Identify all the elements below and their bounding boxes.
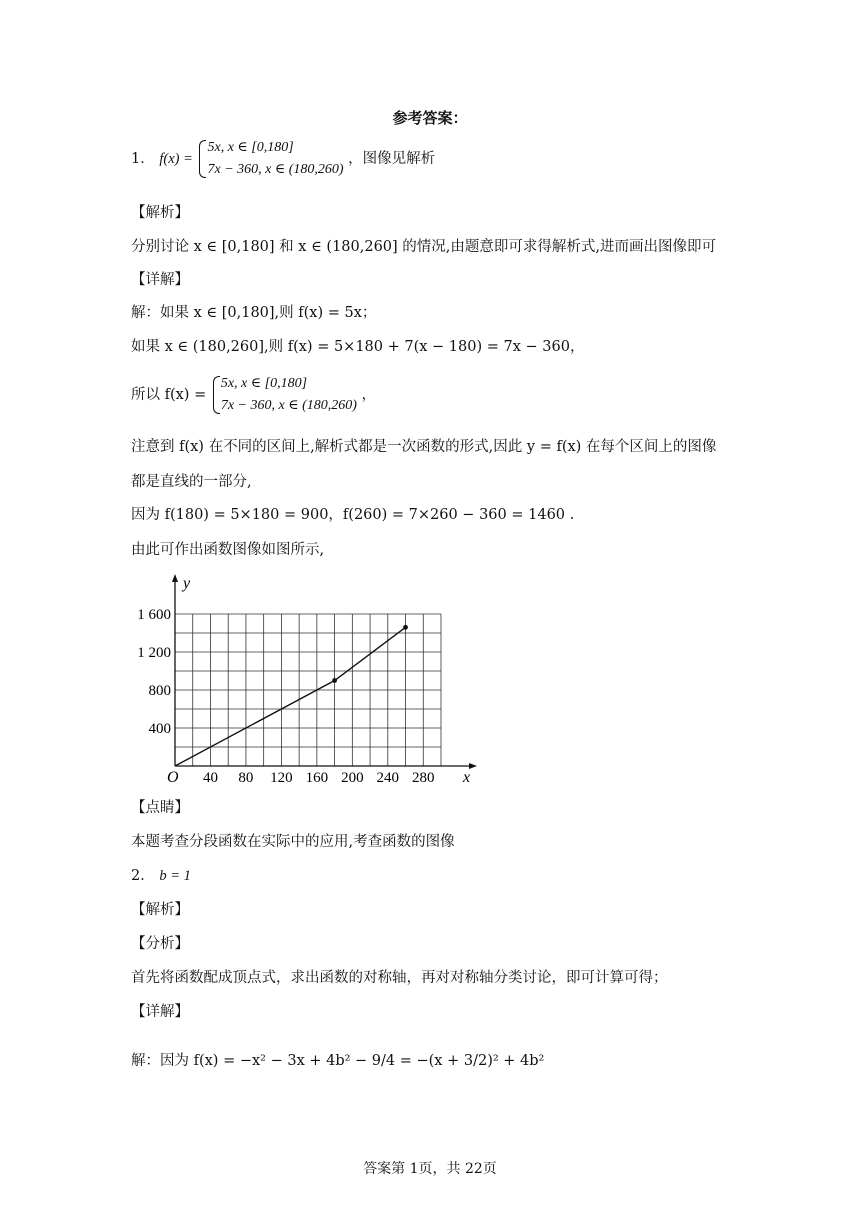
q2-answer	[131, 866, 191, 886]
heading-analysis: 【解析】	[131, 205, 189, 221]
q2-number: 2．	[131, 868, 155, 884]
note-line-2: 都是直线的一部分,	[131, 474, 252, 490]
remark-text: 本题考查分段函数在实际中的应用,考查函数的图像	[131, 834, 455, 850]
q1-answer	[131, 137, 435, 181]
heading-detail-2: 【详解】	[131, 1004, 189, 1020]
x-tick-label: 80	[238, 770, 254, 786]
so-prefix: 所以 f(x) =	[131, 387, 207, 403]
y-tick-label: 800	[148, 683, 171, 699]
so-tail: ，	[361, 387, 377, 403]
x-axis-arrow	[469, 763, 477, 769]
y-tick-label: 1 600	[137, 607, 171, 623]
note-line-1: 注意到 f(x) 在不同的区间上,解析式都是一次函数的形式,因此 y = f(x) 在每个区间上的图像	[131, 439, 717, 455]
heading-analysis-2: 【解析】	[131, 902, 189, 918]
function-graph	[125, 570, 495, 795]
detail-line-1: 解：如果 x ∈ [0,180],则 f(x) = 5x；	[131, 305, 377, 321]
because-line: 因为 f(180) = 5×180 = 900，f(260) = 7×260 − 360 = 1460 .	[131, 507, 575, 523]
data-point	[403, 625, 408, 630]
q1-number: 1．	[131, 151, 155, 167]
heading-remark: 【点睛】	[131, 800, 189, 816]
page-footer: 答案第 1页，共 22页	[363, 1161, 497, 1177]
fenxi-text: 首先将函数配成顶点式，求出函数的对称轴，再对对称轴分类讨论，即可计算可得；	[131, 970, 668, 986]
y-axis-label: y	[183, 575, 191, 592]
heading-fenxi: 【分析】	[131, 936, 189, 952]
y-tick-label: 400	[148, 721, 171, 737]
series-line	[175, 627, 406, 766]
q1-case-1: 5x, x ∈ [0,180]	[207, 140, 294, 155]
y-tick-label: 1 200	[137, 645, 171, 661]
x-tick-label: 160	[305, 770, 329, 786]
q1-tail: ，图像见解析	[348, 151, 436, 167]
x-tick-label: 40	[202, 770, 218, 786]
origin-label: O	[167, 769, 179, 786]
x-axis-label: x	[463, 769, 471, 786]
x-tick-label: 200	[341, 770, 364, 786]
x-tick-label: 240	[376, 770, 400, 786]
so-expression	[131, 373, 376, 417]
q1-cases	[197, 137, 343, 181]
heading-detail: 【详解】	[131, 272, 189, 288]
data-point	[332, 678, 337, 683]
q1-lhs: f(x) =	[159, 151, 193, 167]
x-tick-label: 280	[412, 770, 435, 786]
so-case-1: 5x, x ∈ [0,180]	[220, 376, 308, 391]
q2-answer-value: b = 1	[159, 868, 191, 884]
page-title: 参考答案：	[392, 109, 468, 127]
x-tick-label: 120	[270, 770, 293, 786]
q1-case-2: 7x − 360, x ∈ (180,260)	[207, 162, 344, 177]
so-cases	[211, 373, 357, 417]
y-axis-arrow	[172, 574, 178, 582]
q2-solution: 解：因为 f(x) = −x² − 3x + 4b² − 9/4 = −(x + 3/2)² + 4b²	[131, 1053, 545, 1069]
thus-line: 由此可作出函数图像如图所示,	[131, 542, 325, 558]
so-case-2: 7x − 360, x ∈ (180,260)	[220, 398, 357, 413]
detail-line-2: 如果 x ∈ (180,260],则 f(x) = 5×180 + 7(x − 180) = 7x − 360，	[131, 339, 585, 355]
analysis-text: 分别讨论 x ∈ [0,180] 和 x ∈ (180,260] 的情况,由题意即可求得解析式,进而画出图像即可	[131, 239, 717, 255]
